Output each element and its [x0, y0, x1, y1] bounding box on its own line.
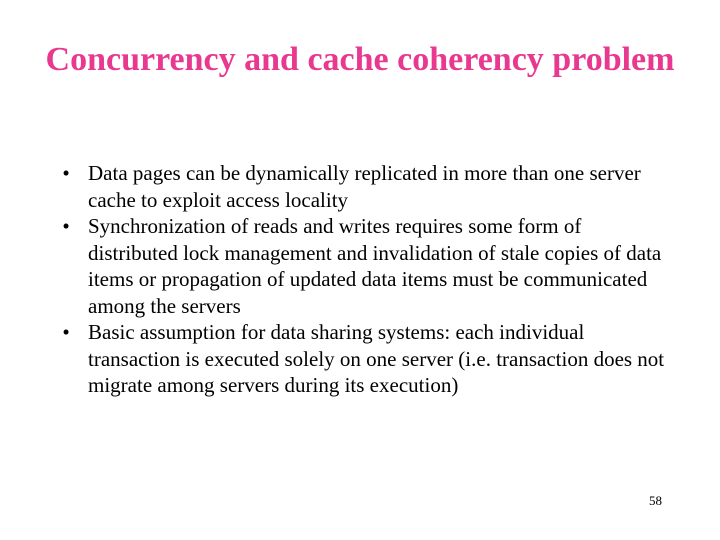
- page-number: 58: [649, 493, 662, 508]
- bullet-dot-icon: •: [62, 320, 70, 344]
- bullet-text: Synchronization of reads and writes requires some form of distributed lock management and invalidation of stale copies of data items or propagation of updated data items must be communicated among the servers: [88, 214, 662, 318]
- bullet-text: Basic assumption for data sharing systems: each individual transaction is executed solely on one server (i.e. transaction does not migrate among servers during its execution): [88, 320, 665, 397]
- bullet-text: Data pages can be dynamically replicated in more than one server cache to exploit access locality: [88, 161, 641, 212]
- bullet-item: [56, 319, 676, 399]
- slide-title: Concurrency and cache coherency problem: [45, 41, 675, 78]
- bullet-dot-icon: •: [62, 214, 70, 238]
- bullet-dot-icon: •: [62, 161, 70, 185]
- bullet-item: [56, 160, 676, 213]
- bullet-item: [56, 213, 676, 319]
- bullet-list: [56, 160, 676, 399]
